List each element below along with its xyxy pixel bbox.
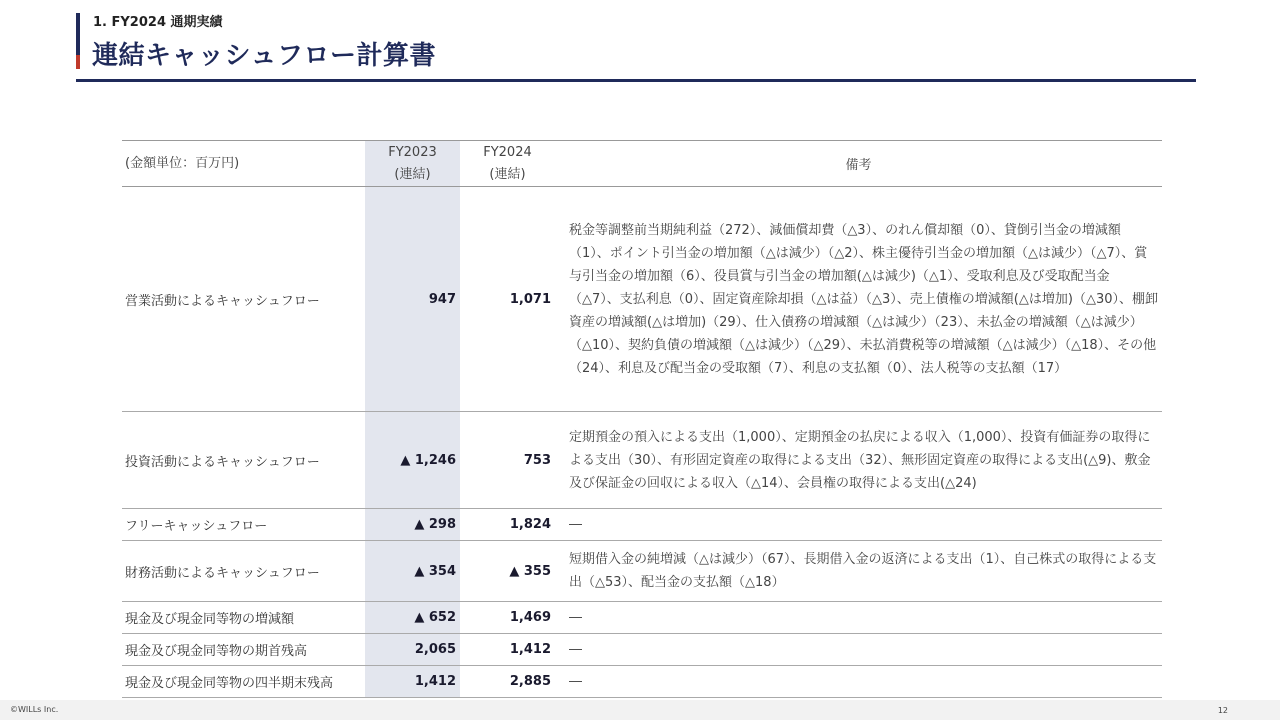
col-fy2023-year: FY2023 [388, 144, 437, 160]
value-fy2023: ▲ 652 [365, 602, 460, 634]
value-fy2023: ▲ 354 [365, 541, 460, 602]
value-fy2024: 753 [523, 452, 551, 468]
table-row [122, 666, 1162, 698]
table-row [122, 187, 1162, 412]
title-divider [76, 79, 1196, 82]
value-fy2024: 1,412 [509, 642, 551, 657]
value-fy2023: ▲ 1,246 [365, 412, 460, 509]
row-notes: 短期借入金の純増減（△は減少）（67）、長期借入金の返済による支出（1）、自己株式の取得による支出（△53）、配当金の支払額（△18） [569, 552, 1157, 590]
page-number: 12 [1217, 706, 1228, 715]
cashflow-table [122, 140, 1162, 698]
footer-bar [0, 700, 1280, 720]
value-fy2023: 1,412 [365, 666, 460, 698]
row-notes: 税金等調整前当期純利益（272）、減価償却費（△3）、のれん償却額（0）、貸倒引当金の増減額（1）、ポイント引当金の増加額（△は減少）（△2）、株主優待引当金の増加額（△は減少）（△7）、賞与引当金の増加額（6）、役員賞与引当金の増加額(△は減少)（△1）、受取利息及び受取配当金（△7）、支払利息（0）、固定資産除却損（△は益）（△3）、売上債権の増減額(△は増加)（△30）、棚卸資産の増減額(△は増加)（29）、仕入債務の増減額（△は減少）（23）、未払金の増減額（△は減少）（△10）、契約負債の増減額（△は減少）（△29）、未払消費税等の増減額（△は減少）（△18）、その他（24）、利息及び配当金の受取額（7）、利息の支払額（0）、法人税等の支払額（17） [569, 222, 1158, 376]
unit-label: (金額単位：百万円) [125, 156, 240, 171]
table-row [122, 509, 1162, 541]
row-label: 営業活動によるキャッシュフロー [125, 293, 320, 309]
value-fy2024: 1,824 [509, 517, 551, 532]
row-label: 現金及び現金同等物の期首残高 [125, 644, 308, 659]
col-fy2023-scope: (連結) [394, 166, 431, 182]
col-fy2024-scope: (連結) [489, 166, 526, 182]
col-header-fy2024 [460, 141, 555, 187]
table-row [122, 412, 1162, 509]
table-header-row [122, 141, 1162, 187]
row-notes: ― [569, 642, 582, 657]
value-fy2023: 2,065 [365, 634, 460, 666]
value-fy2024: 2,885 [509, 674, 551, 689]
section-label: 1. FY2024 通期実績 [93, 15, 223, 30]
value-fy2024: 1,469 [509, 610, 551, 625]
value-fy2023: 947 [365, 187, 460, 412]
table-row [122, 602, 1162, 634]
row-label: フリーキャッシュフロー [125, 519, 268, 534]
col-header-fy2023 [365, 141, 460, 187]
copyright: ©WILLs Inc. [10, 705, 59, 714]
row-label: 財務活動によるキャッシュフロー [125, 565, 320, 581]
title-accent-red [76, 55, 80, 69]
row-notes: ― [569, 517, 582, 532]
col-fy2024-year: FY2024 [483, 144, 532, 160]
row-notes: 定期預金の預入による支出（1,000）、定期預金の払戻による収入（1,000）、投資有価証券の取得による支出（30）、有形固定資産の取得による支出（32）、無形固定資産の取得による支出(△9)、敷金及び保証金の回収による収入（△14）、会員権の取得による支出(△24) [569, 429, 1151, 491]
col-header-notes: 備考 [845, 158, 872, 173]
row-notes: ― [569, 674, 582, 689]
value-fy2024: 1,071 [509, 291, 551, 307]
row-label: 現金及び現金同等物の増減額 [125, 612, 295, 627]
row-label: 投資活動によるキャッシュフロー [125, 454, 320, 470]
value-fy2024: ▲ 355 [509, 563, 551, 579]
table-row [122, 541, 1162, 602]
page-title: 連結キャッシュフロー計算書 [92, 41, 436, 71]
title-accent-bar [76, 13, 80, 69]
row-label: 現金及び現金同等物の四半期末残高 [125, 676, 334, 691]
row-notes: ― [569, 610, 582, 625]
value-fy2023: ▲ 298 [365, 509, 460, 541]
table-row [122, 634, 1162, 666]
